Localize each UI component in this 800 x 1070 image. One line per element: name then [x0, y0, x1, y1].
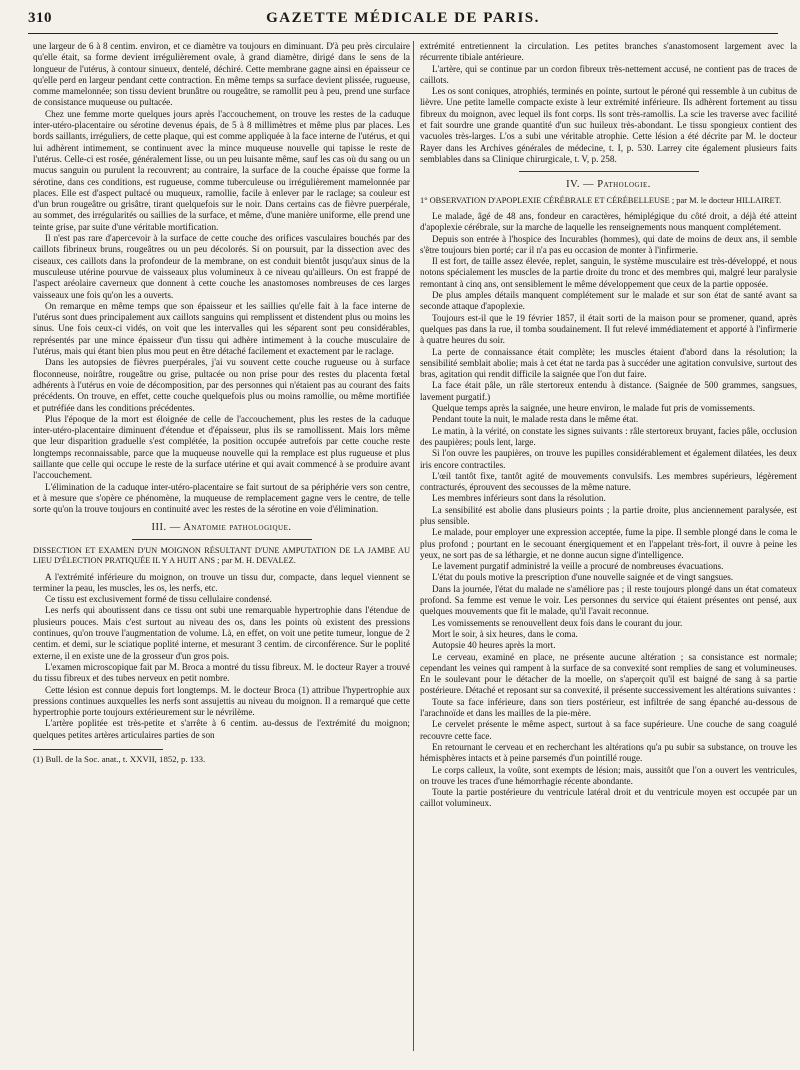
paragraph: Les membres inférieurs sont dans la résolution. — [432, 493, 606, 504]
paragraph: Cette lésion est connue depuis fort longtemps. M. le docteur Broca (1) attribue l'hypertrophie aux pressions continues auxquelles les nerfs sont assujettis au niveau du moignon. Il a remarqué que cette hypertrophie porte toujours extérieurement sur le névrilème. — [33, 684, 410, 718]
paragraph: Le matin, à la vérité, on constate les signes suivants : râle stertoreux bruyant, facies pâle, occlusion des paupières; pouls lent, large. — [420, 425, 797, 447]
footnote: (1) Bull. de la Soc. anat., t. XXVII, 1852, p. 133. — [33, 754, 206, 765]
paragraph: La face était pâle, un râle stertoreux entendu à distance. (Saignée de 500 grammes, sangsues, lavement purgatif.) — [420, 380, 797, 402]
paragraph: Les nerfs qui aboutissent dans ce tissu ont subi une remarquable hypertrophie dans l'étendue de plusieurs pouces. Mais c'est surtout au niveau des os, dans les points où existent des pressions continues, qu'on trouve l'augmentation de volume. Là, en effet, on voit une petite tumeur, longue de 2 centim. et demi, sur le sciatique poplité interne, et mesurant 3 centim. de circonférence. Sur le poplité externe, il en existe une de la grosseur d'un gros pois. — [33, 605, 410, 661]
paragraph: L'état du pouls motive la prescription d'une nouvelle saignée et de vingt sangsues. — [432, 572, 734, 583]
paragraph: Dans les autopsies de fièvres puerpérales, j'ai vu souvent cette couche rugueuse ou à surface floconneuse, noirâtre, rougeâtre ou grise, pultacée ou non prise pour des restes du placenta fœtal adhérents à l'utérus en voie de décomposition, par des personnes qui n'étaient pas au courant des faits précédents. On trouve, en effet, cette couche quelquefois plus ou moins ramollie, ou même mortifiée et putréfiée dans les conditions précédentes. — [33, 357, 410, 413]
paragraph: Le corps calleux, la voûte, sont exempts de lésion; mais, aussitôt que l'on a ouvert les ventricules, on trouve les traces d'une hémorrhagie récente abondante. — [420, 764, 797, 786]
paragraph: Le lavement purgatif administré la veille a procuré de nombreuses évacuations. — [432, 561, 724, 572]
paragraph: Si l'on ouvre les paupières, on trouve les pupilles considérablement et également dilatées, les deux iris encore contractiles. — [420, 448, 797, 470]
paragraph: A l'extrémité inférieure du moignon, on trouve un tissu dur, compacte, dans lequel viennent se terminer la peau, les muscles, les os, les nerfs, etc. — [33, 571, 410, 593]
article-title-dissection: DISSECTION ET EXAMEN D'UN MOIGNON RÉSULTANT D'UNE AMPUTATION DE LA JAMBE AU LIEU D'ÉLECTION PRATIQUÉE IL Y A HUIT ANS ; par M. H. DEVALEZ. — [33, 545, 410, 566]
section-title-pathologie: IV. — Pathologie. — [566, 179, 651, 191]
left-column — [33, 41, 410, 765]
paragraph: La sensibilité est abolie dans plusieurs points ; la partie droite, plus anciennement paralysée, est plus sensible. — [420, 504, 797, 526]
paragraph: Toute sa face inférieure, dans son tiers postérieur, est infiltrée de sang épanché au-dessous de l'arachnoïde et dans les mailles de la pie-mère. — [420, 696, 797, 719]
paragraph: Mort le soir, à six heures, dans le coma. — [432, 628, 578, 639]
paragraph: Toute la partie postérieure du ventricule latéral droit et du ventricule moyen est occupée par un caillot volumineux. — [420, 787, 797, 809]
paragraph: Depuis son entrée à l'hospice des Incurables (hommes), qui date de moins de deux ans, il semble s'être toujours bien porté; car il n'a pas eu occasion de monter à l'infirmerie. — [420, 233, 797, 255]
section-rule — [132, 539, 312, 540]
paragraph: Chez une femme morte quelques jours après l'accouchement, on trouve les restes de la caduque inter-utéro-placentaire ou sérotine devenus épais, de 5 à 8 millimètres et même plus par places. Les bords saillants, irréguliers, de cette plaque, qui est comme appliquée à la face interne de l'utérus, et qui lui adhèrent intimement, se continuent avec la mince muqueuse nouvelle qui tapisse le reste de l'utérus. Celle-ci est rosée, généralement lisse, ou un peu luisante même, sauf les cas où du sang ou un mucus sanguin ou purulent la recouvrent; au contraire, la surface de la couche épaisse que forme la sérotine, dans ces conditions, est rugueuse, comme tuberculeuse ou irrégulièrement mamelonnée par places. Elle est d'aspect pultacé ou muqueux, ramollie, facile à enlever par le raclage; sa couleur est d'un brun rougeâtre ou grisâtre, tirant quelquefois sur le noir. Dans certains cas de fièvre puerpérale, au sommet, des irrégularités ou saillies de la surface, et même, d'une manière uniforme, elle prend une teinte grise, par suite d'une véritable mortification. — [33, 108, 410, 232]
paragraph: Ce tissu est exclusivement formé de tissu cellulaire condensé. — [45, 594, 272, 605]
paragraph: L'œil tantôt fixe, tantôt agité de mouvements convulsifs. Les membres supérieurs, légèrement contracturés, éprouvent des secousses de la même nature. — [420, 470, 797, 493]
right-column — [420, 41, 797, 810]
paragraph: Le malade, pour employer une expression acceptée, fume la pipe. Il semble plongé dans le coma le plus profond ; pourtant en le secouant énergiquement et en l'appelant très-fort, il ouvre à peine les yeux, ne sort pas de sa léthargie, et ne donne aucun signe d'intelligence. — [420, 527, 797, 560]
column-divider — [413, 41, 414, 1051]
running-title: GAZETTE MÉDICALE DE PARIS. — [266, 10, 540, 26]
paragraph: Il n'est pas rare d'apercevoir à la surface de cette couche des orifices vasculaires bouchés par des caillots fibrineux bruns, rougeâtres ou un peu décolorés. Si on poursuit, par la dissection avec des ciseaux, ces caillots dans la profondeur de la membrane, on est conduit bientôt jusqu'aux sinus de la musculeuse utérine pourvue de vaisseaux plus volumineux à ce niveau qu'ailleurs. On est frappé de l'aspect aréolaire caverneux que donnent à cette couche les anastomoses nombreuses de ces larges vaisseaux une fois qu'on les a ouverts. — [33, 233, 410, 300]
paragraph: L'artère, qui se continue par un cordon fibreux très-nettement accusé, ne contient pas de traces de caillots. — [420, 63, 797, 85]
paragraph: une largeur de 6 à 8 centim. environ, et ce diamètre va toujours en diminuant. D'à peu près circulaire qu'elle était, sa forme devient irrégulièrement ovale, à grand diamètre, dirigé dans le sens de la longueur de l'utérus, à contour sinueux, dentelé, déchiré. Cette membrane gagne ainsi en épaisseur ce qu'elle perd en largeur pendant cette contraction. En même temps sa surface devient plissée, rugueuse, comme mamelonnée; son tissu devient brunâtre ou rougeâtre, se ramollit peu à peu, prend une surface de consistance muqueuse ou pultacée. — [33, 41, 410, 108]
footnote-rule — [33, 749, 163, 750]
page-number: 310 — [28, 10, 52, 26]
paragraph: Le malade, âgé de 48 ans, fondeur en caractères, hémiplégique du côté droit, a déjà été atteint d'apoplexie cérébrale, sur la marche de laquelle les renseignements nous manquent complétement. — [420, 210, 797, 233]
paragraph: Les vomissements se renouvellent deux fois dans le courant du jour. — [432, 617, 683, 628]
paragraph: extrémité entretiennent la circulation. Les petites branches s'anastomosent largement avec la récurrente tibiale antérieure. — [420, 41, 797, 63]
paragraph: Le cerveau, examiné en place, ne présente aucune altération ; sa consistance est normale; cependant les veines qui rampent à la surface de sa convexité sont remplies de sang et volumineuses. En le soulevant pour le détacher de la moelle, on s'aperçoit qu'il est baigné de sang à sa partie postérieure. Détaché et reposant sur sa convexité, il présente successivement les altérations suivantes : — [420, 651, 797, 696]
paragraph: Les os sont coniques, atrophiés, terminés en pointe, surtout le péroné qui ressemble à un cubitus de lièvre. Une petite lamelle compacte existe à leur extrémité inférieure. Ils adhèrent fortement au tissu fibreux du moignon, avec lequel ils font corps. Ils sont très-ramollis. La scie les traverse avec facilité et fait sourdre une grande quantité d'un suc huileux très-abondant. Le tissu spongieux contient des vacuoles très-larges. L'os a subi une véritable atrophie. Cette lésion a été décrite par M. le docteur Rayer dans les Archives générales de médecine, t. I, p. 530. Larrey cite également plusieurs faits semblables dans sa Clinique chirurgicale, t. V, p. 258. — [420, 86, 797, 164]
paragraph: L'artère poplitée est très-petite et s'arrête à 6 centim. au-dessus de l'extrémité du moignon; quelques petites artères articulaires parties de son — [33, 718, 410, 740]
page-header — [28, 10, 778, 32]
paragraph: Il est fort, de taille assez élevée, replet, sanguin, le système musculaire est très-développé, et nous notons spécialement les muscles de la partie droite du tronc et des membres qui, malgré leur paralysie remontant à cinq ans, ont sensiblement le même développement que ceux de la partie opposée. — [420, 256, 797, 289]
section-rule — [519, 171, 699, 172]
paragraph: On remarque en même temps que son épaisseur et les saillies qu'elle fait à la face interne de l'utérus sont dues principalement aux caillots sanguins qui remplissent et distendent plus ou moins les sinus. Une fois ceux-ci vidés, on voit que les intervalles qui les séparent sont peu considérables, représentés par une mince épaisseur d'un tissu qui adhère intimement à la couche musculaire de l'utérus, mais qui étant bien plus mou peut en être détaché facilement et exactement par le raclage. — [33, 300, 410, 357]
paragraph: L'élimination de la caduque inter-utéro-placentaire se fait surtout de sa périphérie vers son centre, et à mesure que s'opère ce phénomène, la muqueuse de remplacement gagne vers le centre, de telle sorte qu'on la trouve toujours en continuité avec les restes de la sérotine en voie d'élimination. — [33, 481, 410, 515]
paragraph: Le cervelet présente le même aspect, surtout à sa face supérieure. Une couche de sang coagulé recouvre cette face. — [420, 719, 797, 741]
paragraph: De plus amples détails manquent complétement sur le malade et sur son état de santé avant sa seconde attaque d'apoplexie. — [420, 290, 797, 312]
paragraph: Toujours est-il que le 19 février 1857, il était sorti de la maison pour se promener, quand, après quelques pas dans la rue, il tomba soudainement. Il fut relevé immédiatement et apporté à l'infirmerie à quatre heures du soir. — [420, 312, 797, 346]
section-title-anatomie: III. — Anatomie pathologique. — [151, 522, 292, 534]
paragraph: En retournant le cerveau et en recherchant les altérations qu'a pu subir sa substance, on trouve les hémisphères intacts et à peine parsemés d'un pointillé rouge. — [420, 741, 797, 764]
paragraph: Quelque temps après la saignée, une heure environ, le malade fut pris de vomissements. — [432, 403, 755, 414]
paragraph: Autopsie 40 heures après la mort. — [432, 640, 556, 651]
paragraph: L'examen microscopique fait par M. Broca a montré du tissu fibreux. M. le docteur Rayer a trouvé du tissu fibreux et des tubes nerveux en petit nombre. — [33, 661, 410, 684]
paragraph: La perte de connaissance était complète; les muscles étaient d'abord dans la résolution; la sensibilité semblait abolie; mais à cet état ne tarda pas à succéder une agitation convulsive, surtout des bras, agitation qui rendit difficile la saignée que l'on dut faire. — [420, 346, 797, 380]
paragraph: Plus l'époque de la mort est éloignée de celle de l'accouchement, plus les restes de la caduque inter-utéro-placentaire diminuent d'étendue et d'épaisseur, plus ils se ramollissent. Mais lors même que leur disparition graduelle s'est complétée, la position occupée autrefois par cette couche reste longtemps reconnaissable, parce que la muqueuse nouvelle qui la remplace est plus rugueuse et plus saillante que celle qui occupe le reste de la surface utérine et qui avait commencé à se produire avant l'accouchement. — [33, 413, 410, 481]
paragraph: Dans la journée, l'état du malade ne s'améliore pas ; il reste toujours plongé dans un état comateux profond. Sa femme est venue le voir. Les personnes du service qui étaient présentes ont pensé, aux quelques mouvements que fit le malade, qu'il l'avait reconnue. — [420, 583, 797, 617]
article-title-observation: 1° OBSERVATION D'APOPLEXIE CÉRÉBRALE ET CÉRÉBELLEUSE ; par M. le docteur HILLAIRET. — [420, 195, 782, 205]
paragraph: Pendant toute la nuit, le malade resta dans le même état. — [432, 414, 639, 425]
header-rule — [28, 33, 778, 34]
